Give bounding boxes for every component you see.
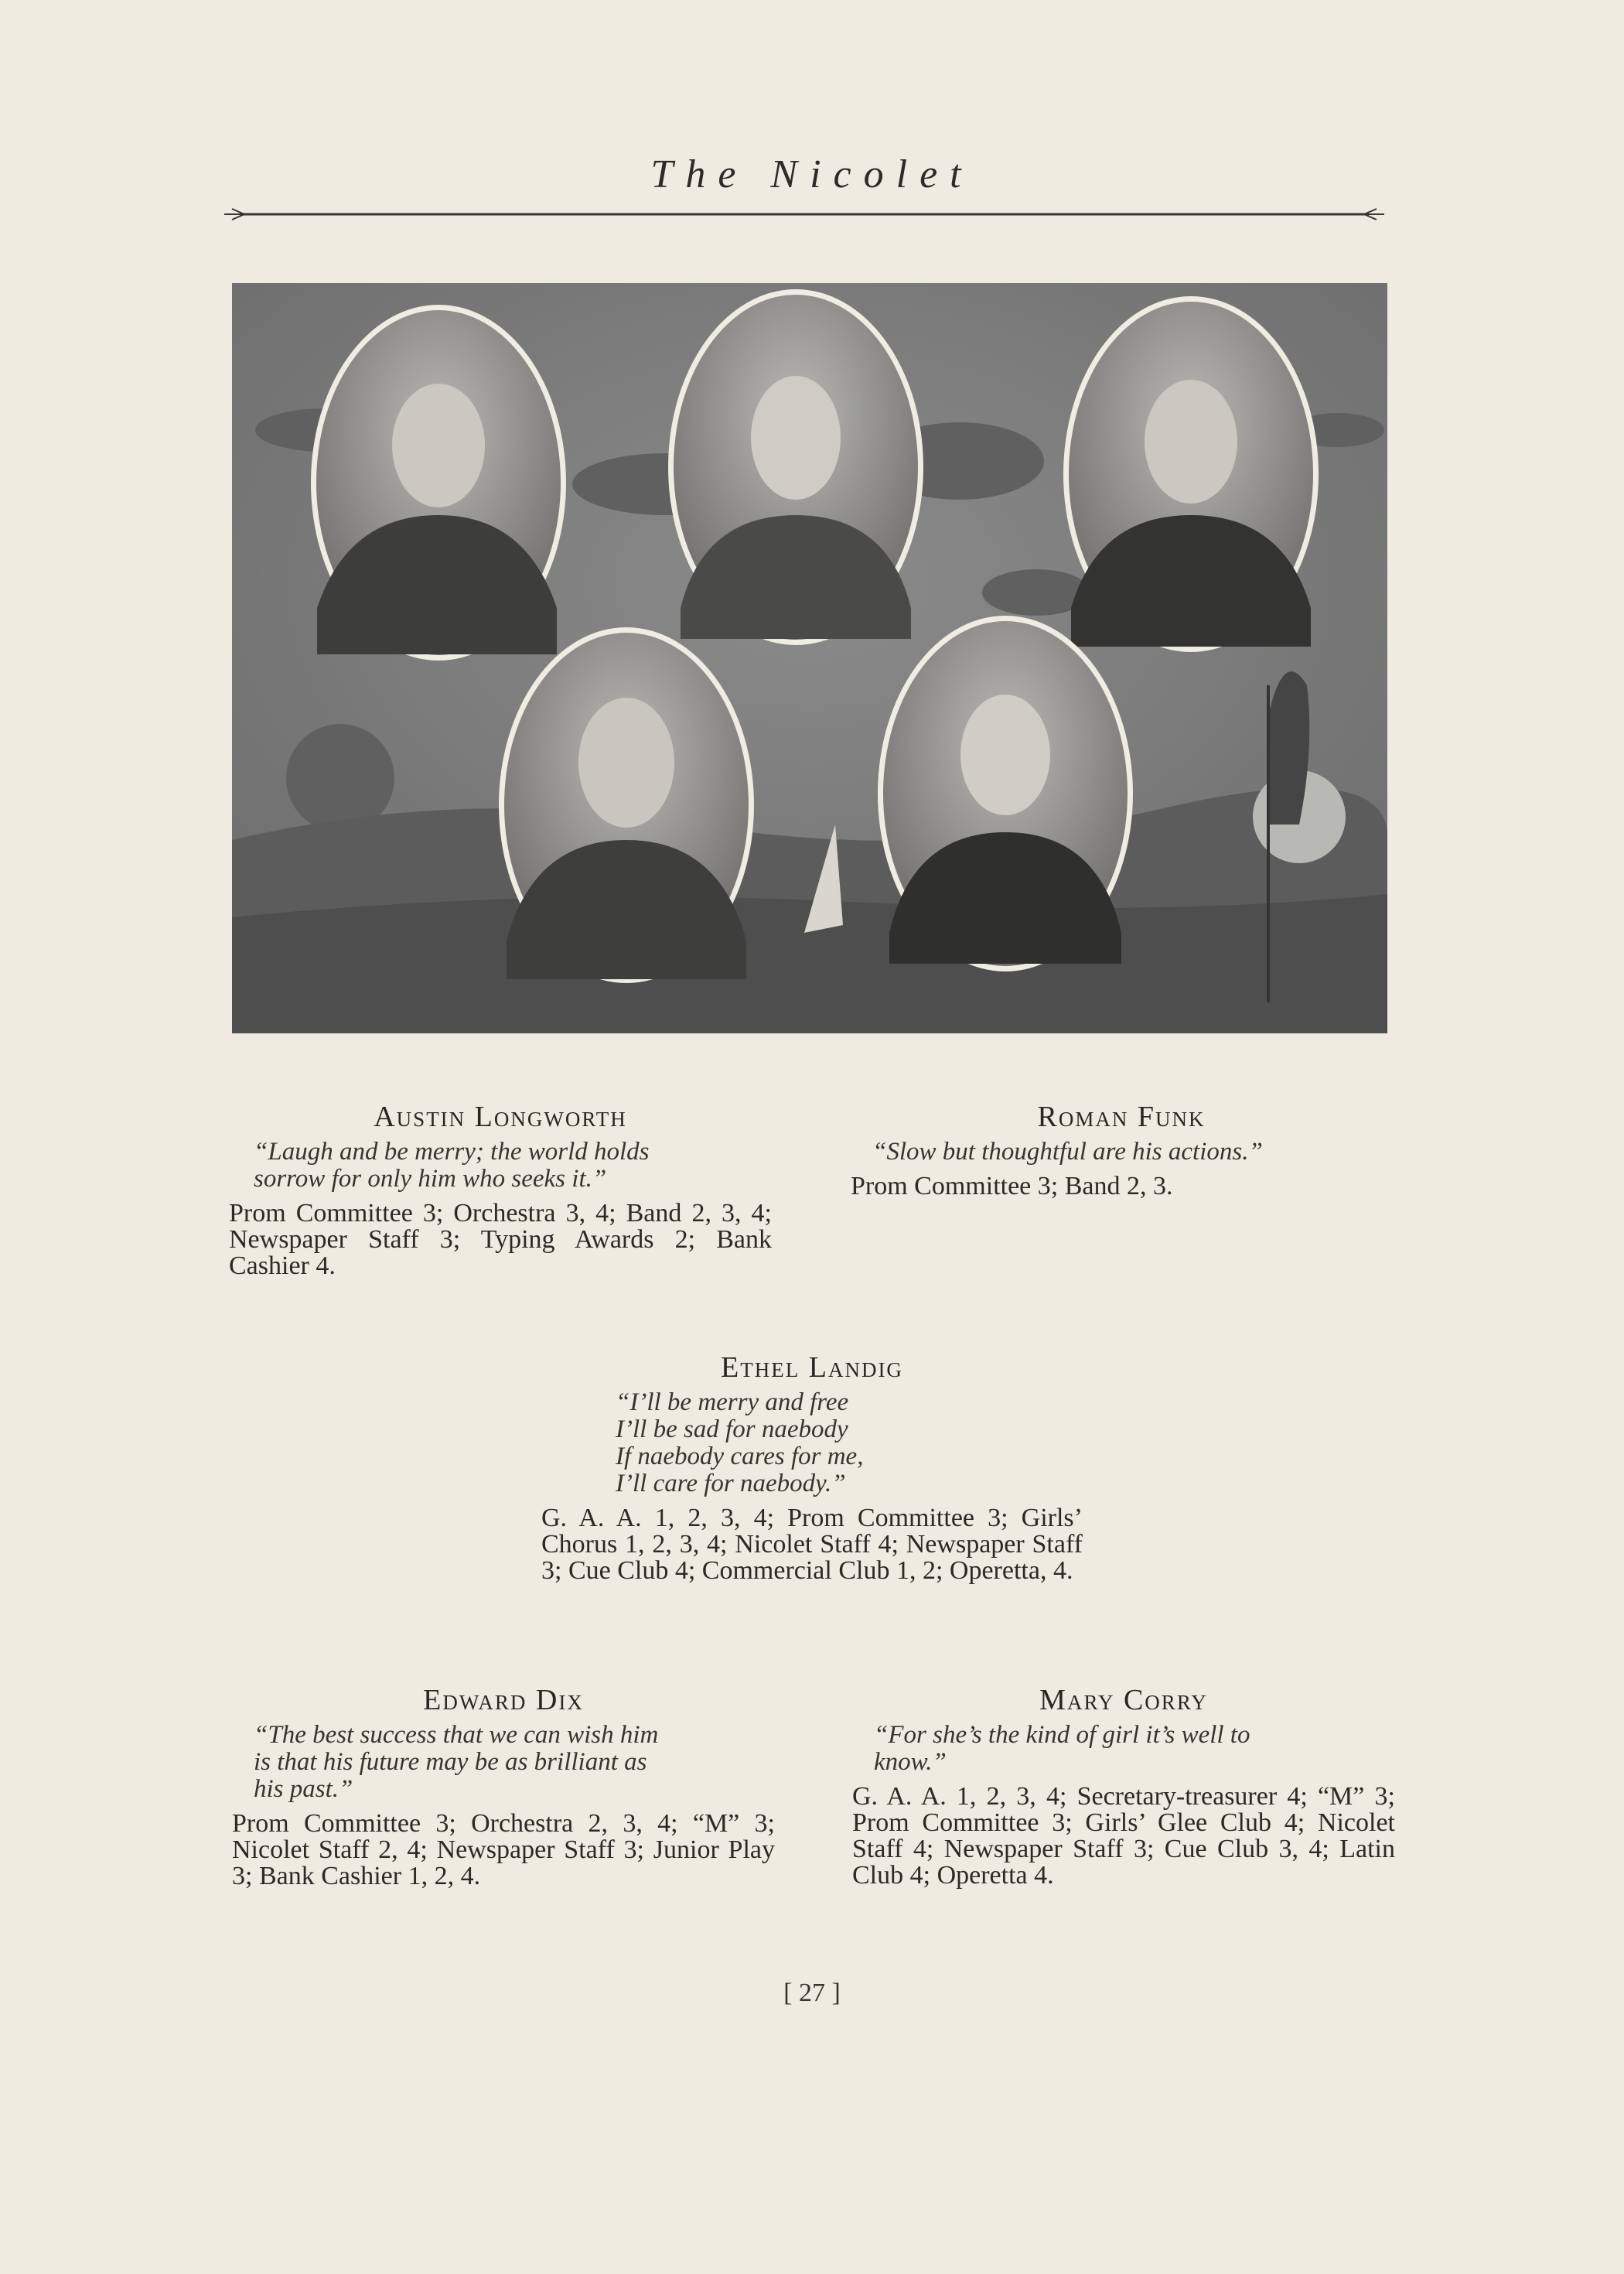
tree-shape (1268, 671, 1309, 825)
header-divider (224, 203, 1384, 226)
portrait-roman-funk (1063, 296, 1319, 652)
student-name: Ethel Landig (721, 1351, 903, 1384)
student-activities: G. A. A. 1, 2, 3, 4; Secretary-treasurer 4; “M” 3; Prom Committee 3; Girls’ Glee Club 4; Nicolet Staff 4; Newspaper Staff 3; Cue Club 3, 4; Latin Club 4; Operetta 4. (852, 1782, 1395, 1890)
student-name: Austin Longworth (374, 1101, 627, 1133)
student-entry-roman-funk (851, 1100, 1392, 1200)
student-activities: Prom Committee 3; Orchestra 3, 4; Band 2, 3, 4; Newspaper Staff 3; Typing Awards 2; Bank Cashier 4. (229, 1199, 772, 1280)
student-quote: “For she’s the kind of girl it’s well to know.” (874, 1721, 1250, 1776)
portrait-edward-dix (499, 627, 754, 983)
portrait-ethel-landig (668, 289, 923, 645)
student-entry-austin-longworth (229, 1100, 772, 1279)
page-title: The Nicolet (650, 152, 974, 196)
student-entry-edward-dix (232, 1683, 775, 1890)
student-quote: “Slow but thoughtful are his actions.” (872, 1138, 1263, 1166)
student-quote: “The best success that we can wish him is that his future may be as brilliant as his past.” (254, 1721, 659, 1803)
student-name: Mary Corry (1039, 1684, 1208, 1716)
student-quote: “I’ll be merry and free I’ll be sad for naebody If naebody cares for me, I’ll care for naebody.” (616, 1388, 864, 1497)
student-name: Edward Dix (423, 1684, 584, 1716)
student-quote: “Laugh and be merry; the world holds sorrow for only him who seeks it.” (254, 1138, 650, 1193)
student-activities: G. A. A. 1, 2, 3, 4; Prom Committee 3; Girls’ Chorus 1, 2, 3, 4; Nicolet Staff 4; Newspaper Staff 3; Cue Club 4; Commercial Club 1, 2; Operetta, 4. (541, 1504, 1083, 1585)
portrait-panel (232, 283, 1387, 1033)
portrait-austin-longworth (311, 305, 566, 661)
portrait-mary-corry (878, 616, 1133, 971)
student-activities: Prom Committee 3; Orchestra 2, 3, 4; “M” 3; Nicolet Staff 2, 4; Newspaper Staff 3; Junior Play 3; Bank Cashier 1, 2, 4. (232, 1809, 775, 1890)
page-number: [ 27 ] (783, 1979, 841, 2007)
student-entry-mary-corry (852, 1683, 1395, 1889)
student-entry-ethel-landig (541, 1350, 1083, 1584)
student-activities: Prom Committee 3; Band 2, 3. (851, 1172, 1173, 1200)
student-name: Roman Funk (1037, 1101, 1206, 1133)
